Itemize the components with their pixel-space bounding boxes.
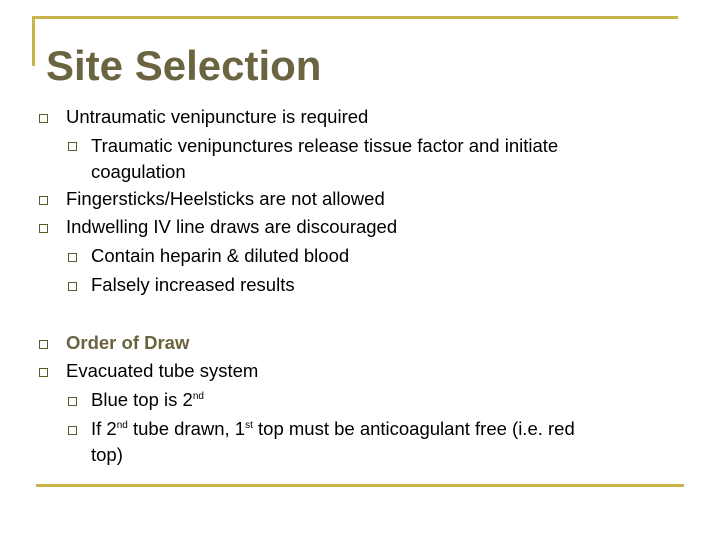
bullet-icon	[39, 114, 48, 123]
frame-left-rule	[32, 16, 35, 66]
slide-title: Site Selection	[46, 42, 322, 89]
bullet-heparin: Contain heparin & diluted blood	[91, 245, 350, 266]
bullet-icon	[39, 224, 48, 233]
bullet-icon	[39, 196, 48, 205]
bullet-if-2nd-line1: If 2nd tube drawn, 1st top must be anticoagulant free (i.e. red	[91, 418, 575, 439]
bullet-icon	[68, 282, 77, 291]
bullet-if-2nd-line2: top)	[91, 444, 123, 465]
bullet-icon	[68, 426, 77, 435]
bullet-falsely: Falsely increased results	[91, 274, 295, 295]
bullet-order-of-draw: Order of Draw	[66, 332, 190, 353]
frame-top-rule	[32, 16, 678, 19]
bullet-icon	[39, 368, 48, 377]
bullet-untraumatic: Untraumatic venipuncture is required	[66, 106, 369, 127]
bullet-traumatic-line1: Traumatic venipunctures release tissue factor and initiate	[91, 135, 559, 156]
bullet-icon	[68, 253, 77, 262]
bullet-blue-top: Blue top is 2nd	[91, 389, 204, 410]
bullet-icon	[68, 397, 77, 406]
frame-bottom-rule	[36, 484, 684, 487]
bullet-indwelling: Indwelling IV line draws are discouraged	[66, 216, 398, 237]
bullet-icon	[39, 340, 48, 349]
bullet-evacuated: Evacuated tube system	[66, 360, 259, 381]
bullet-fingersticks: Fingersticks/Heelsticks are not allowed	[66, 188, 385, 209]
bullet-icon	[68, 142, 77, 151]
bullet-traumatic-line2: coagulation	[91, 161, 186, 182]
